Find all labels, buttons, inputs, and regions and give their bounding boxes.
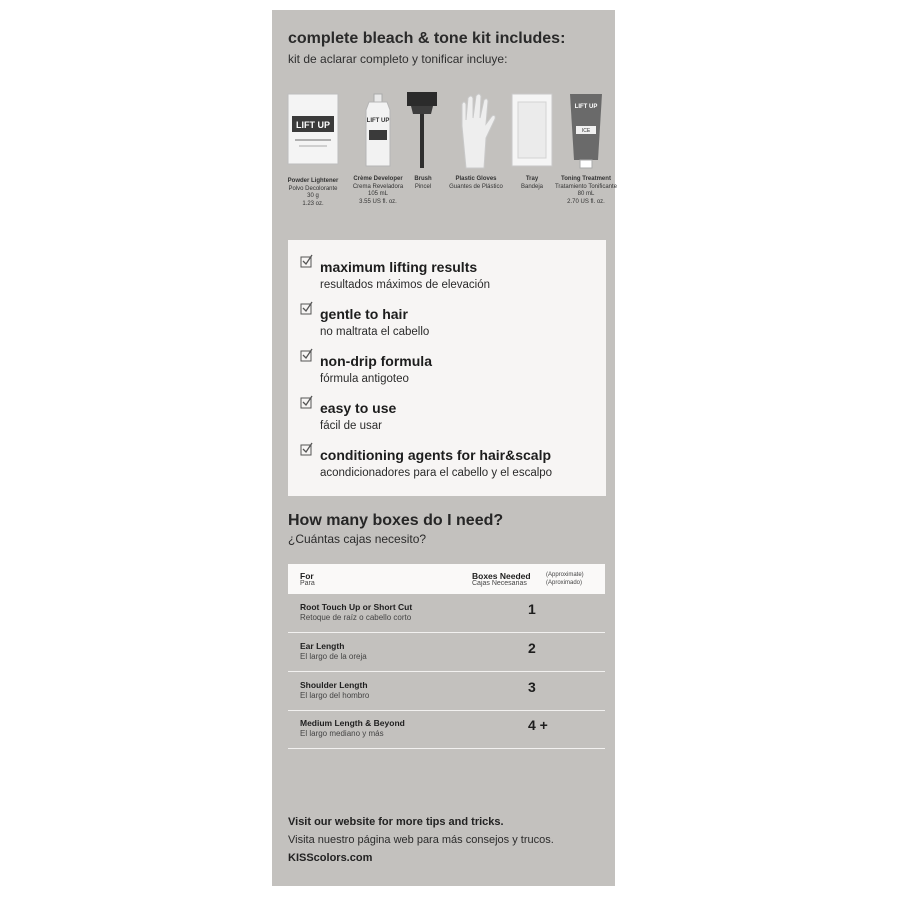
- header-boxes-needed: Boxes Needed: [472, 571, 531, 581]
- kit-item-name: Brush: [414, 176, 432, 182]
- boxes-table: [288, 564, 605, 746]
- checkbox-icon: [300, 254, 314, 268]
- kit-item-amount-us: 3.55 US fl. oz.: [359, 198, 397, 205]
- kit-item-amount: 105 mL: [367, 191, 388, 198]
- kit-title: complete bleach & tone kit includes:: [288, 30, 566, 47]
- table-row: [288, 710, 605, 749]
- benefit-subtitle: fórmula antigoteo: [320, 373, 409, 385]
- benefit-subtitle: acondicionadores para el cabello y el escalpo: [320, 467, 553, 479]
- kit-subtitle: kit de aclarar completo y tonificar incluye:: [288, 52, 508, 66]
- kit-item-amount-us: 1.23 oz.: [302, 200, 324, 207]
- tube-label: LIFT UP: [574, 104, 598, 110]
- kit-item-amount-us: 2.70 US fl. oz.: [567, 198, 605, 205]
- benefit-subtitle: fácil de usar: [320, 420, 383, 432]
- row-length-es: El largo de la oreja: [300, 652, 367, 661]
- checkbox-icon: [300, 442, 314, 456]
- boxes-subtitle: ¿Cuántas cajas necesito?: [288, 532, 427, 546]
- benefit-subtitle: resultados máximos de elevación: [320, 279, 491, 291]
- kit-item-name: Powder Lightener: [287, 178, 339, 184]
- benefit-subtitle: no maltrata el cabello: [320, 326, 430, 338]
- benefit-title: gentle to hair: [320, 306, 408, 322]
- kit-item-amount: 80 mL: [577, 191, 595, 198]
- kit-item-name-es: Crema Reveladora: [352, 183, 404, 190]
- visit-website-text-es: Visita nuestro página web para más consejos y trucos.: [288, 834, 554, 846]
- checkbox-icon: [300, 301, 314, 315]
- header-approximate-es: (Aproximado): [546, 580, 583, 586]
- header-boxes-needed-es: Cajas Necesarias: [472, 580, 527, 587]
- header-approximate: (Approximate): [546, 572, 584, 578]
- header-for: For: [300, 571, 314, 581]
- benefit-title: conditioning agents for hair&scalp: [320, 447, 552, 463]
- benefit-item: [288, 334, 606, 385]
- kit-item-name-es: Bandeja: [520, 183, 544, 190]
- kit-item-name: Tray: [525, 176, 539, 182]
- checkbox-icon: [300, 348, 314, 362]
- boxes-title: How many boxes do I need?: [288, 512, 504, 529]
- row-box-count: 1: [528, 601, 536, 617]
- checkbox-icon: [300, 395, 314, 409]
- kit-item-amount: 30 g: [307, 193, 319, 200]
- table-header: [288, 564, 605, 594]
- bottle-label: LIFT UP: [366, 118, 390, 124]
- benefit-title: maximum lifting results: [320, 259, 478, 275]
- tray-icon: [506, 90, 558, 172]
- website-url: KISScolors.com: [288, 852, 373, 864]
- row-box-count: 3: [528, 679, 536, 695]
- brush-icon: [397, 90, 449, 172]
- row-box-count: 2: [528, 640, 536, 656]
- visit-website-text: Visit our website for more tips and tricks.: [288, 816, 504, 828]
- row-length-es: Retoque de raíz o cabello corto: [300, 613, 412, 622]
- kit-item-name: Plastic Gloves: [455, 176, 497, 182]
- kit-item-name-es: Polvo Decolorante: [288, 185, 338, 192]
- kit-item-name: Crème Developer: [353, 176, 403, 182]
- row-length: Root Touch Up or Short Cut: [300, 602, 413, 612]
- row-box-count: 4 +: [528, 717, 548, 733]
- row-length: Medium Length & Beyond: [300, 718, 405, 728]
- toning-tube-icon: [560, 90, 612, 172]
- row-length: Ear Length: [300, 641, 345, 651]
- packet-label: LIFT UP: [296, 120, 330, 130]
- row-length-es: El largo mediano y más: [300, 729, 384, 738]
- table-row: [288, 633, 605, 672]
- kit-item-name-es: Tratamiento Tonificante: [554, 183, 618, 190]
- kit-item-name-es: Guantes de Plástico: [449, 183, 503, 190]
- glove-icon: [450, 90, 502, 172]
- kit-item-name: Toning Treatment: [561, 176, 611, 182]
- header-for-es: Para: [300, 580, 315, 587]
- tube-cap-label: ICE: [581, 128, 591, 134]
- table-row: [288, 672, 605, 711]
- row-length-es: El largo del hombro: [300, 691, 370, 700]
- powder-packet-icon: [287, 90, 339, 172]
- benefit-title: easy to use: [320, 400, 397, 416]
- benefit-title: non-drip formula: [320, 353, 432, 369]
- table-row: [288, 594, 605, 633]
- benefit-item: [288, 381, 606, 432]
- kit-item-name-es: Pincel: [414, 183, 432, 190]
- benefit-item: [288, 287, 606, 338]
- benefits-box: [288, 240, 606, 496]
- benefit-item: [288, 428, 606, 479]
- row-length: Shoulder Length: [300, 680, 368, 690]
- benefit-item: [288, 240, 606, 291]
